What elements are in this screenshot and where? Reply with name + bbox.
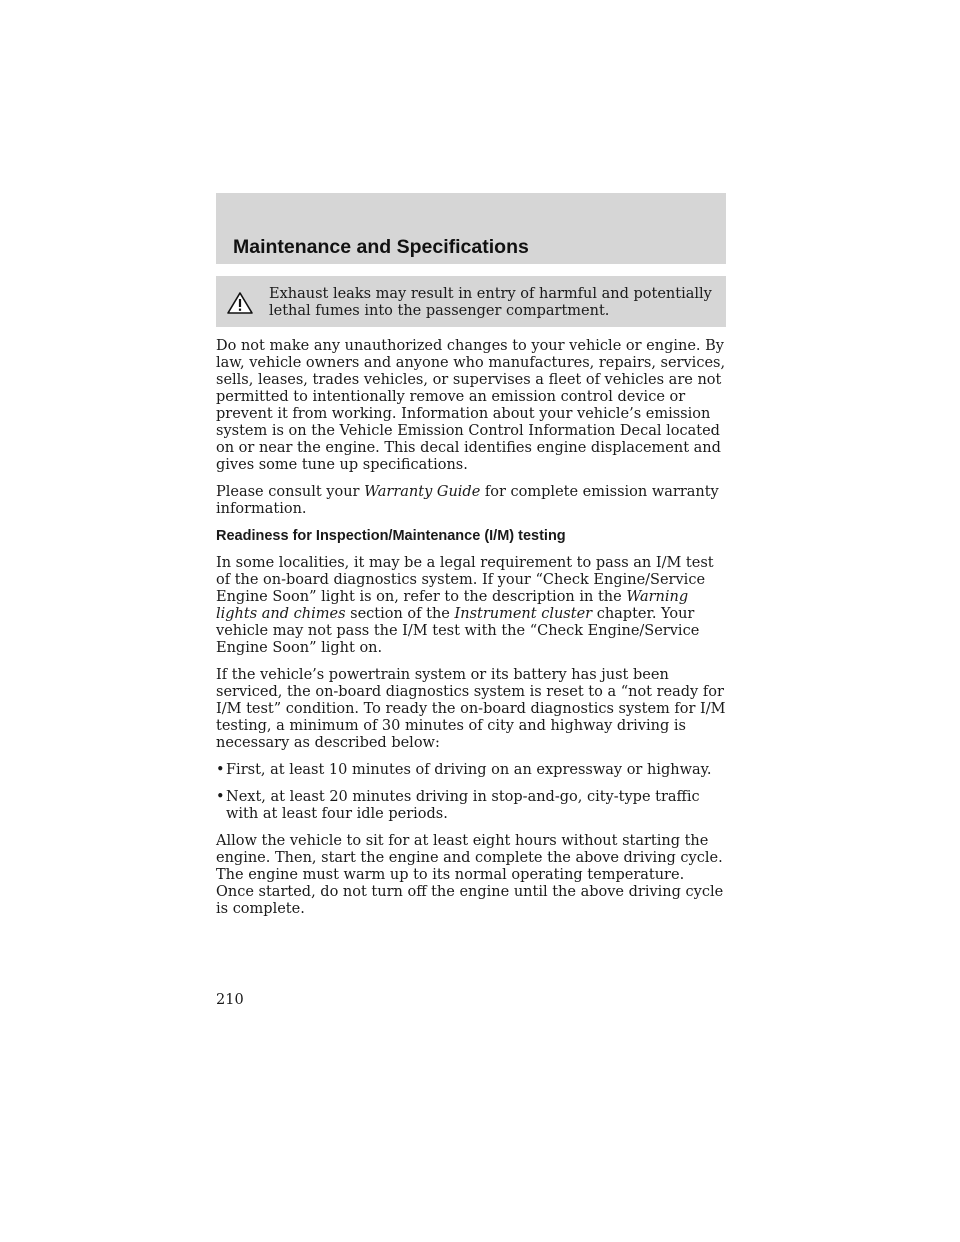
warning-box	[216, 276, 726, 327]
section-header	[216, 193, 726, 264]
list-item-text: Next, at least 20 minutes driving in stop-and-go, city-type traffic with at least four idle periods.	[226, 789, 700, 822]
warning-lights-reference: Warning lights and chimes	[216, 589, 689, 622]
section-title: Maintenance and Specifications	[233, 236, 529, 258]
paragraph-emission-changes: Do not make any unauthorized changes to your vehicle or engine. By law, vehicle owners and anyone who manufactures, repairs, services, sells, leases, trades vehicles, or supervises a fleet of vehicles are not permitted to intentionally remove an emission control device or prevent it from working. Information about your vehicle’s emission system is on the Vehicle Emission Control Information Decal located on or near the engine. This decal identifies engine displacement and gives some tune up specifications.	[216, 338, 726, 473]
section-heading: Readiness for Inspection/Maintenance (I/M) testing	[216, 528, 566, 544]
warranty-guide-reference: Warranty Guide	[364, 484, 481, 500]
text-span: chapter. Your vehicle may not pass the I/M test with the “Check Engine/Service Engine Soon” light on.	[216, 606, 700, 656]
text-span: for complete emission warranty information.	[216, 484, 719, 517]
page-number: 210	[216, 992, 244, 1008]
paragraph-driving-cycle: Allow the vehicle to sit for at least eight hours without starting the engine. Then, start the engine and complete the above driving cycle. The engine must warm up to its normal operating temperature. Once started, do not turn off the engine until the above driving cycle is complete.	[216, 833, 724, 917]
page-content	[216, 338, 726, 928]
paragraph-powertrain: If the vehicle’s powertrain system or its battery has just been serviced, the on-board diagnostics system is reset to a “not ready for I/M test” condition. To ready the on-board diagnostics system for I/M testing, a minimum of 30 minutes of city and highway driving is necessary as described below:	[216, 667, 726, 751]
paragraph-im-test	[216, 555, 726, 657]
list-item	[216, 762, 726, 779]
text-span: In some localities, it may be a legal requirement to pass an I/M test of the on-board diagnostics system. If your “Check Engine/Service Engine Soon” light is on, refer to the description in the	[216, 555, 714, 605]
list-item	[216, 789, 726, 823]
bullet-icon: •	[216, 762, 225, 778]
text-span: Please consult your	[216, 484, 365, 500]
warning-triangle-icon	[226, 291, 254, 315]
list-item-text: First, at least 10 minutes of driving on an expressway or highway.	[226, 762, 712, 778]
warning-text: Exhaust leaks may result in entry of harmful and potentially lethal fumes into the passenger compartment.	[269, 286, 712, 319]
instrument-cluster-reference: Instrument cluster	[454, 606, 593, 622]
paragraph-warranty	[216, 484, 726, 518]
text-span: section of the	[345, 606, 455, 622]
bullet-icon: •	[216, 789, 225, 805]
